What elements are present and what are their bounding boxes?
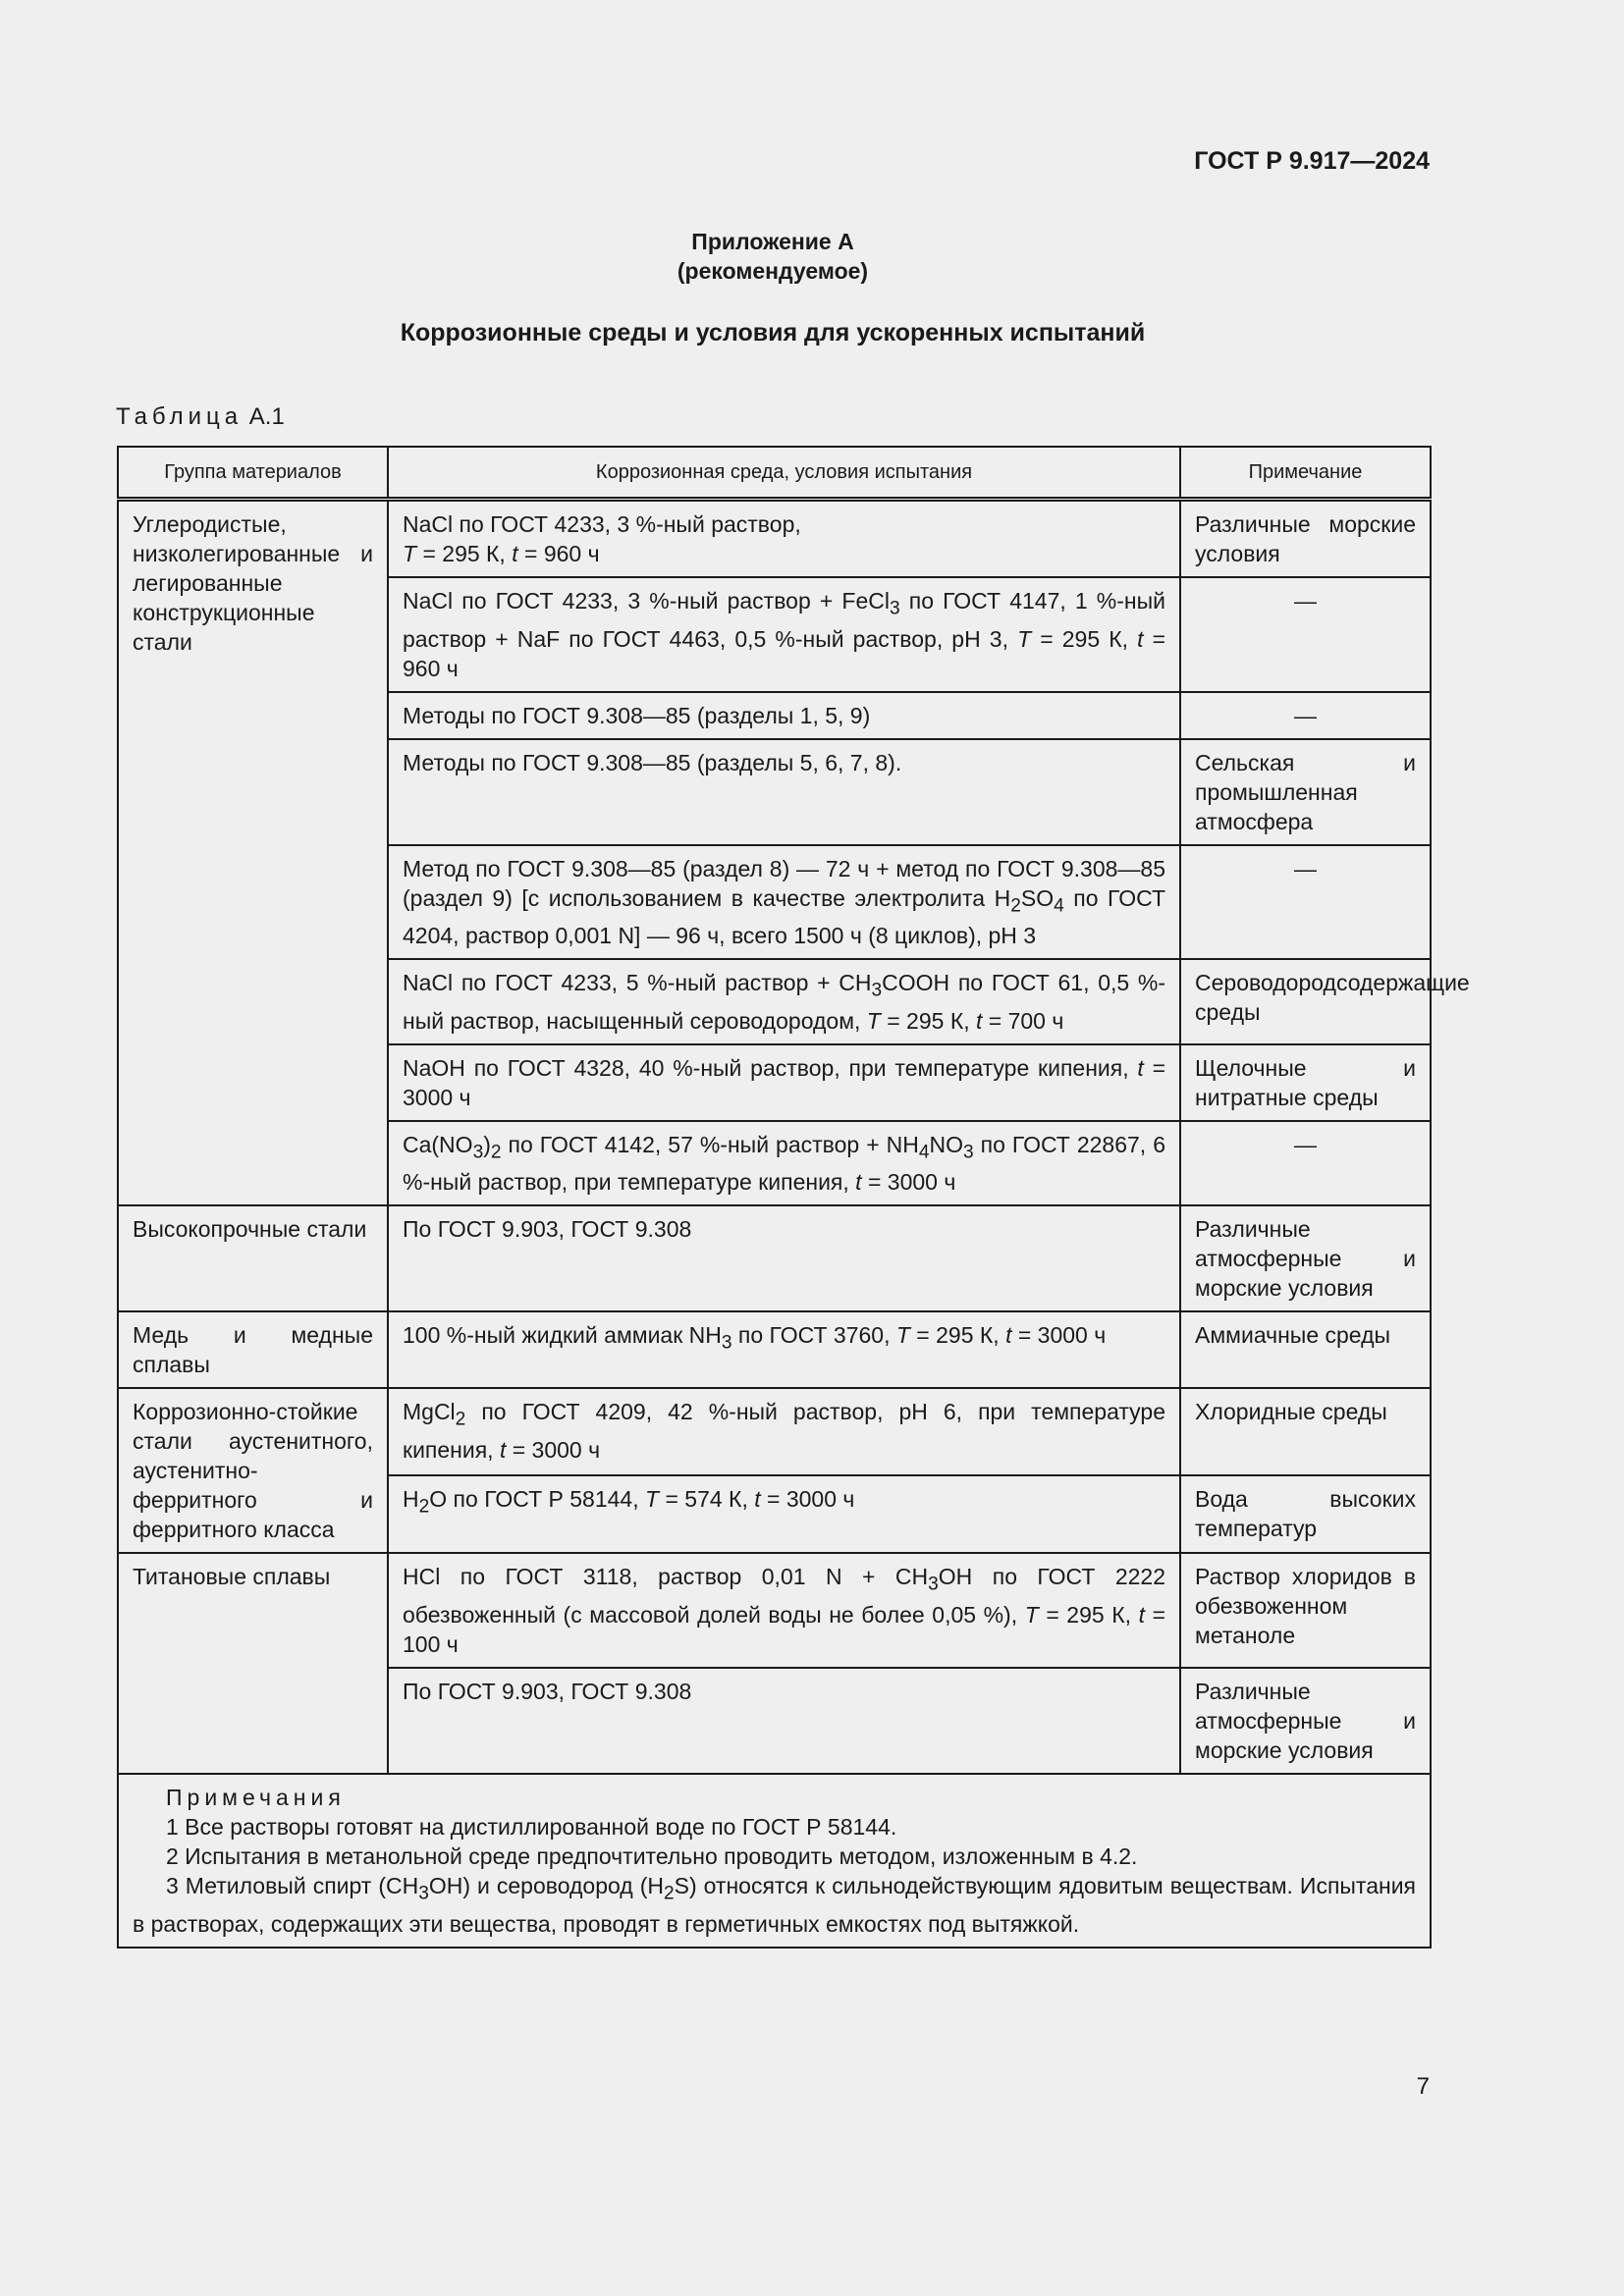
material-group-cell: Титановые сплавы [118,1553,388,1774]
environment-cell: $Ca(NO_3)_2$ по ГОСТ 4142, 57 %-ный раствор + $NH_4NO_3$ по ГОСТ 22867, 6 %-ный раствор, при температуре кипения, t = 3000 ч [388,1121,1180,1206]
environment-cell: MgCl$_2$ по ГОСТ 4209, 42 %-ный раствор, pH 6, при температуре кипения, t = 3000 ч [388,1388,1180,1474]
environment-cell: $H_2O$ по ГОСТ Р 58144, T = 574 К, t = 3000 ч [388,1475,1180,1554]
note-cell: Раствор хлоридов в обезвоженном метаноле [1180,1553,1431,1668]
annex-status: (рекомендуемое) [677,258,869,284]
environment-cell: NaCl по ГОСТ 4233, 5 %-ный раствор + $CH_3COOH$ по ГОСТ 61, 0,5 %-ный раствор, насыщенный сероводородом, T = 295 К, t = 700 ч [388,959,1180,1044]
table-row [118,1553,1431,1668]
note-1: 1 Все растворы готовят на дистиллированной воде по ГОСТ Р 58144. [166,1813,897,1840]
notes-cell [118,1774,1431,1948]
table-row [118,1205,1431,1311]
document-id: ГОСТ Р 9.917—2024 [1194,147,1430,175]
header-note: Примечание [1180,447,1431,500]
note-cell: Вода высоких температур [1180,1475,1431,1554]
note-cell: — [1180,577,1431,692]
material-group-cell: Медь и медные сплавы [118,1311,388,1388]
environment-cell: По ГОСТ 9.903, ГОСТ 9.308 [388,1668,1180,1774]
environment-cell: Метод по ГОСТ 9.308—85 (раздел 8) — 72 ч + метод по ГОСТ 9.308—85 (раздел 9) [с использованием в качестве электролита $H_2SO_4$ по ГОСТ 4204, раствор 0,001 N] — 96 ч, всего 1500 ч (8 циклов), pH 3 [388,845,1180,960]
annex-heading [0,227,1545,286]
note-cell: Хлоридные среды [1180,1388,1431,1474]
note-cell: — [1180,845,1431,960]
environment-cell: NaCl по ГОСТ 4233, 3 %-ный раствор, T = 295 К, t = 960 ч [388,500,1180,578]
environment-cell: NaCl по ГОСТ 4233, 3 %-ный раствор + FeCl$_3$ по ГОСТ 4147, 1 %-ный раствор + NaF по ГОСТ 4463, 0,5 %-ный раствор, pH 3, T = 295 К, t = 960 ч [388,577,1180,692]
table-row [118,1388,1431,1474]
page-number: 7 [1416,2073,1430,2100]
table-caption [116,403,285,431]
table-row [118,1311,1431,1388]
note-2: 2 Испытания в метанольной среде предпочтительно проводить методом, изложенным в 4.2. [166,1842,1138,1869]
environment-cell: Методы по ГОСТ 9.308—85 (разделы 5, 6, 7, 8). [388,739,1180,845]
material-group-cell: Коррозионно-стойкие стали аустенитного, аустенитно-ферритного и ферритного класса [118,1388,388,1553]
material-group-cell: Углеродистые, низколегированные и легированные конструкционные стали [118,500,388,1206]
table-header-row [118,447,1431,500]
environment-cell: NaOH по ГОСТ 4328, 40 %-ный раствор, при температуре кипения, t = 3000 ч [388,1044,1180,1121]
page-title: Коррозионные среды и условия для ускоренных испытаний [400,319,1146,347]
environment-cell: Методы по ГОСТ 9.308—85 (разделы 1, 5, 9) [388,692,1180,739]
environment-cell: По ГОСТ 9.903, ГОСТ 9.308 [388,1205,1180,1311]
note-cell: Различные атмосферные и морские условия [1180,1668,1431,1774]
corrosion-table [117,446,1470,1949]
note-cell: — [1180,692,1431,739]
header-material-group: Группа материалов [118,447,388,500]
note-cell: Различные атмосферные и морские условия [1180,1205,1431,1311]
note-cell: Сероводородсодержащие среды [1180,959,1431,1044]
notes-title: Примечания [166,1784,346,1810]
annex-label: Приложение А [691,229,854,254]
header-environment: Коррозионная среда, условия испытания [388,447,1180,500]
note-cell: Аммиачные среды [1180,1311,1431,1388]
environment-cell: HCl по ГОСТ 3118, раствор 0,01 $N + CH_3OH$ по ГОСТ 2222 обезвоженный (с массовой долей воды не более 0,05 %), T = 295 К, t = 100 ч [388,1553,1180,1668]
note-cell: Щелочные и нитратные среды [1180,1044,1431,1121]
table-caption-label: Таблица [116,403,244,430]
environment-cell: 100 %-ный жидкий аммиак $NH_3$ по ГОСТ 3760, T = 295 К, t = 3000 ч [388,1311,1180,1388]
note-cell: Различные морские условия [1180,500,1431,578]
note-cell: Сельская и промышленная атмосфера [1180,739,1431,845]
table-row [118,500,1431,578]
table-caption-number: А.1 [248,403,285,430]
note-3: 3 Метиловый спирт $(CH_3OH)$ и сероводород $(H_2S)$ относятся к сильнодействующим ядовитым веществам. Испытания в растворах, содержащих эти вещества, проводят в герметичных емкостях под вытяжкой. [133,1872,1416,1937]
note-cell: — [1180,1121,1431,1206]
material-group-cell: Высокопрочные стали [118,1205,388,1311]
notes-row [118,1774,1431,1948]
